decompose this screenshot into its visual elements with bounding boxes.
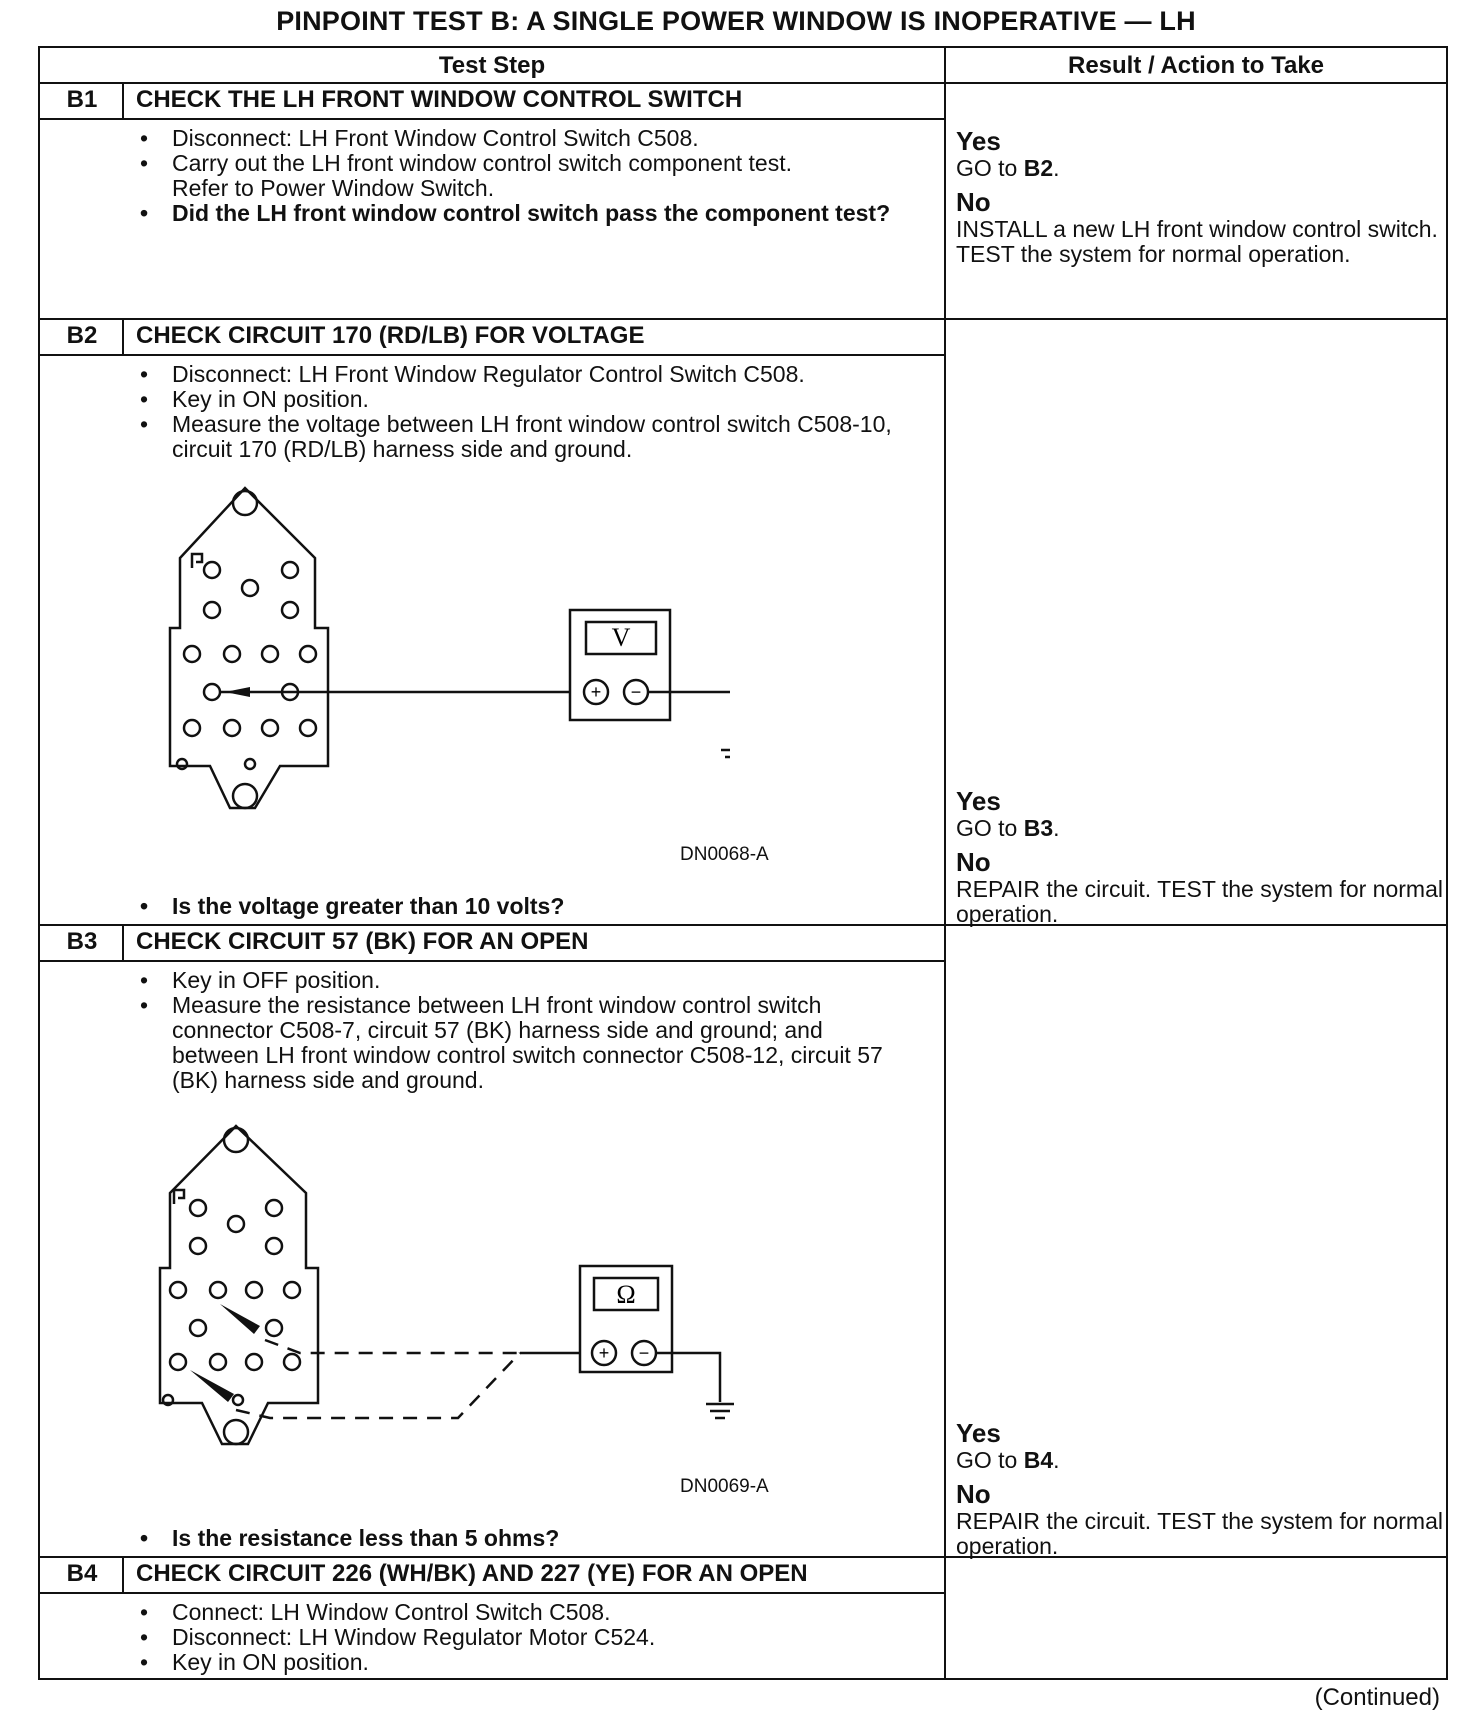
goto-link-b3[interactable]: B3	[1023, 815, 1054, 841]
no-action: REPAIR the circuit. TEST the system for normal operation.	[956, 1508, 1443, 1559]
id-divider-b3	[122, 926, 124, 960]
pin	[224, 720, 240, 736]
connector-bottom-hole	[233, 784, 257, 808]
yes-label: Yes	[956, 786, 1001, 816]
pin	[282, 602, 298, 618]
pin	[300, 720, 316, 736]
punct: .	[1053, 155, 1060, 181]
no-action: TEST the system for normal operation.	[956, 241, 1351, 267]
no-label: No	[956, 847, 991, 877]
list-item: • Disconnect: LH Window Regulator Motor C524.	[132, 1625, 892, 1650]
pin	[245, 759, 255, 769]
pin	[190, 1200, 206, 1216]
connector-bottom-hole	[224, 1420, 248, 1444]
question: • Is the resistance less than 5 ohms?	[132, 1526, 892, 1551]
page-title: PINPOINT TEST B: A SINGLE POWER WINDOW IS INOPERATIVE — LH	[276, 6, 1196, 36]
ground-lead	[656, 1353, 720, 1402]
pin	[190, 1238, 206, 1254]
list-item: • Key in ON position.	[132, 1650, 892, 1675]
meter-symbol: Ω	[616, 1280, 636, 1309]
pin	[284, 1354, 300, 1370]
punct: .	[1053, 1447, 1060, 1473]
title-rule-b2	[40, 354, 944, 356]
step-id-b4: B4	[66, 1560, 98, 1587]
figure-label-b3: DN0069-A	[680, 1476, 769, 1497]
step-title-b2: CHECK CIRCUIT 170 (RD/LB) FOR VOLTAGE	[136, 322, 645, 349]
goto-link-b2[interactable]: B2	[1023, 155, 1054, 181]
list-item: • Connect: LH Window Control Switch C508.	[132, 1600, 892, 1625]
pin	[204, 602, 220, 618]
no-action: REPAIR the circuit. TEST the system for normal operation.	[956, 876, 1443, 927]
punct: .	[1053, 815, 1060, 841]
pin	[284, 1282, 300, 1298]
connector-top-hole	[233, 491, 257, 515]
pinpoint-test-table	[38, 46, 1448, 1680]
id-divider-b1	[122, 84, 124, 118]
pin	[170, 1282, 186, 1298]
yes-action: GO to	[956, 1447, 1024, 1473]
probe-tip	[220, 1304, 260, 1334]
pin	[170, 1354, 186, 1370]
column-header-test-step: Test Step	[438, 52, 546, 79]
connector-top-hole	[224, 1128, 248, 1152]
id-divider-b2	[122, 320, 124, 354]
pin	[242, 580, 258, 596]
meter-symbol: V	[611, 623, 631, 652]
step-title-b1: CHECK THE LH FRONT WINDOW CONTROL SWITCH	[136, 86, 743, 113]
pin	[233, 1395, 243, 1405]
probe-tip	[225, 687, 250, 697]
resistance-test-diagram	[140, 1118, 760, 1458]
pin	[228, 1216, 244, 1232]
pin	[246, 1354, 262, 1370]
column-header-result: Result / Action to Take	[1067, 52, 1325, 79]
step-question-b2	[132, 894, 892, 919]
yes-action: GO to	[956, 815, 1024, 841]
pin	[184, 720, 200, 736]
probe-tip	[190, 1370, 234, 1402]
question: • Did the LH front window control switch pass the component test?	[132, 201, 932, 226]
minus-sign: −	[638, 1343, 650, 1363]
row-rule-b2	[40, 318, 1446, 320]
pin	[204, 684, 220, 700]
step-id-b1: B1	[66, 86, 98, 113]
pin	[210, 1282, 226, 1298]
pin	[246, 1282, 262, 1298]
pin	[262, 720, 278, 736]
no-label: No	[956, 1479, 991, 1509]
title-rule-b1	[40, 118, 944, 120]
no-label: No	[956, 187, 991, 217]
yes-label: Yes	[956, 1418, 1001, 1448]
header-rule	[40, 82, 1446, 84]
goto-link-b4[interactable]: B4	[1023, 1447, 1054, 1473]
probe-lead-lower	[236, 1353, 520, 1418]
pin	[266, 1200, 282, 1216]
voltage-test-diagram	[150, 478, 730, 818]
pin	[177, 759, 187, 769]
step-title-b3: CHECK CIRCUIT 57 (BK) FOR AN OPEN	[136, 928, 589, 955]
plus-sign: +	[590, 682, 602, 702]
id-divider-b4	[122, 1558, 124, 1592]
pin	[300, 646, 316, 662]
title-rule-b4	[40, 1592, 944, 1594]
result-b2	[956, 786, 1446, 927]
step-bullets-b3	[132, 968, 912, 1093]
pin1-marker	[192, 554, 202, 568]
result-b3	[956, 1418, 1446, 1559]
question: • Is the voltage greater than 10 volts?	[132, 894, 892, 919]
result-b1	[956, 126, 1446, 267]
list-item: • Key in OFF position.	[132, 968, 912, 993]
step-bullets-b2	[132, 362, 892, 462]
list-item: • Disconnect: LH Front Window Control Switch C508.	[132, 126, 932, 151]
pin1-marker	[174, 1190, 184, 1204]
step-title-b4: CHECK CIRCUIT 226 (WH/BK) AND 227 (YE) FOR AN OPEN	[136, 1560, 808, 1587]
pin	[282, 562, 298, 578]
no-action: INSTALL a new LH front window control switch.	[956, 216, 1438, 242]
step-bullets-b1	[132, 126, 932, 226]
step-id-b3: B3	[66, 928, 98, 955]
plus-sign: +	[598, 1343, 610, 1363]
pin	[184, 646, 200, 662]
step-bullets-b4	[132, 1600, 892, 1675]
yes-action: GO to	[956, 155, 1024, 181]
list-item: • Measure the voltage between LH front window control switch C508-10, circuit 170 (RD/LB) harness side and ground.	[132, 412, 892, 462]
continued-note: (Continued)	[1314, 1684, 1440, 1711]
list-item: • Disconnect: LH Front Window Regulator Control Switch C508.	[132, 362, 892, 387]
pin	[190, 1320, 206, 1336]
list-item: • Measure the resistance between LH front window control switch connector C508-7, circuit 57 (BK) harness side and ground; and between LH front window control switch connector C508-12, circuit 57 (BK) harness side and ground.	[132, 993, 912, 1093]
step-id-b2: B2	[66, 322, 98, 349]
list-item: • Carry out the LH front window control switch component test.	[132, 151, 932, 176]
pin	[204, 562, 220, 578]
pin	[266, 1238, 282, 1254]
yes-label: Yes	[956, 126, 1001, 156]
probe-lead-upper	[265, 1340, 520, 1353]
list-item: • Key in ON position.	[132, 387, 892, 412]
pin	[266, 1320, 282, 1336]
figure-label-b2: DN0068-A	[680, 844, 769, 865]
pin	[224, 646, 240, 662]
step-question-b3	[132, 1526, 892, 1551]
column-divider	[944, 48, 946, 1680]
title-rule-b3	[40, 960, 944, 962]
minus-sign: −	[630, 682, 642, 702]
pin	[262, 646, 278, 662]
list-item: Refer to Power Window Switch.	[172, 175, 495, 201]
pin	[210, 1354, 226, 1370]
